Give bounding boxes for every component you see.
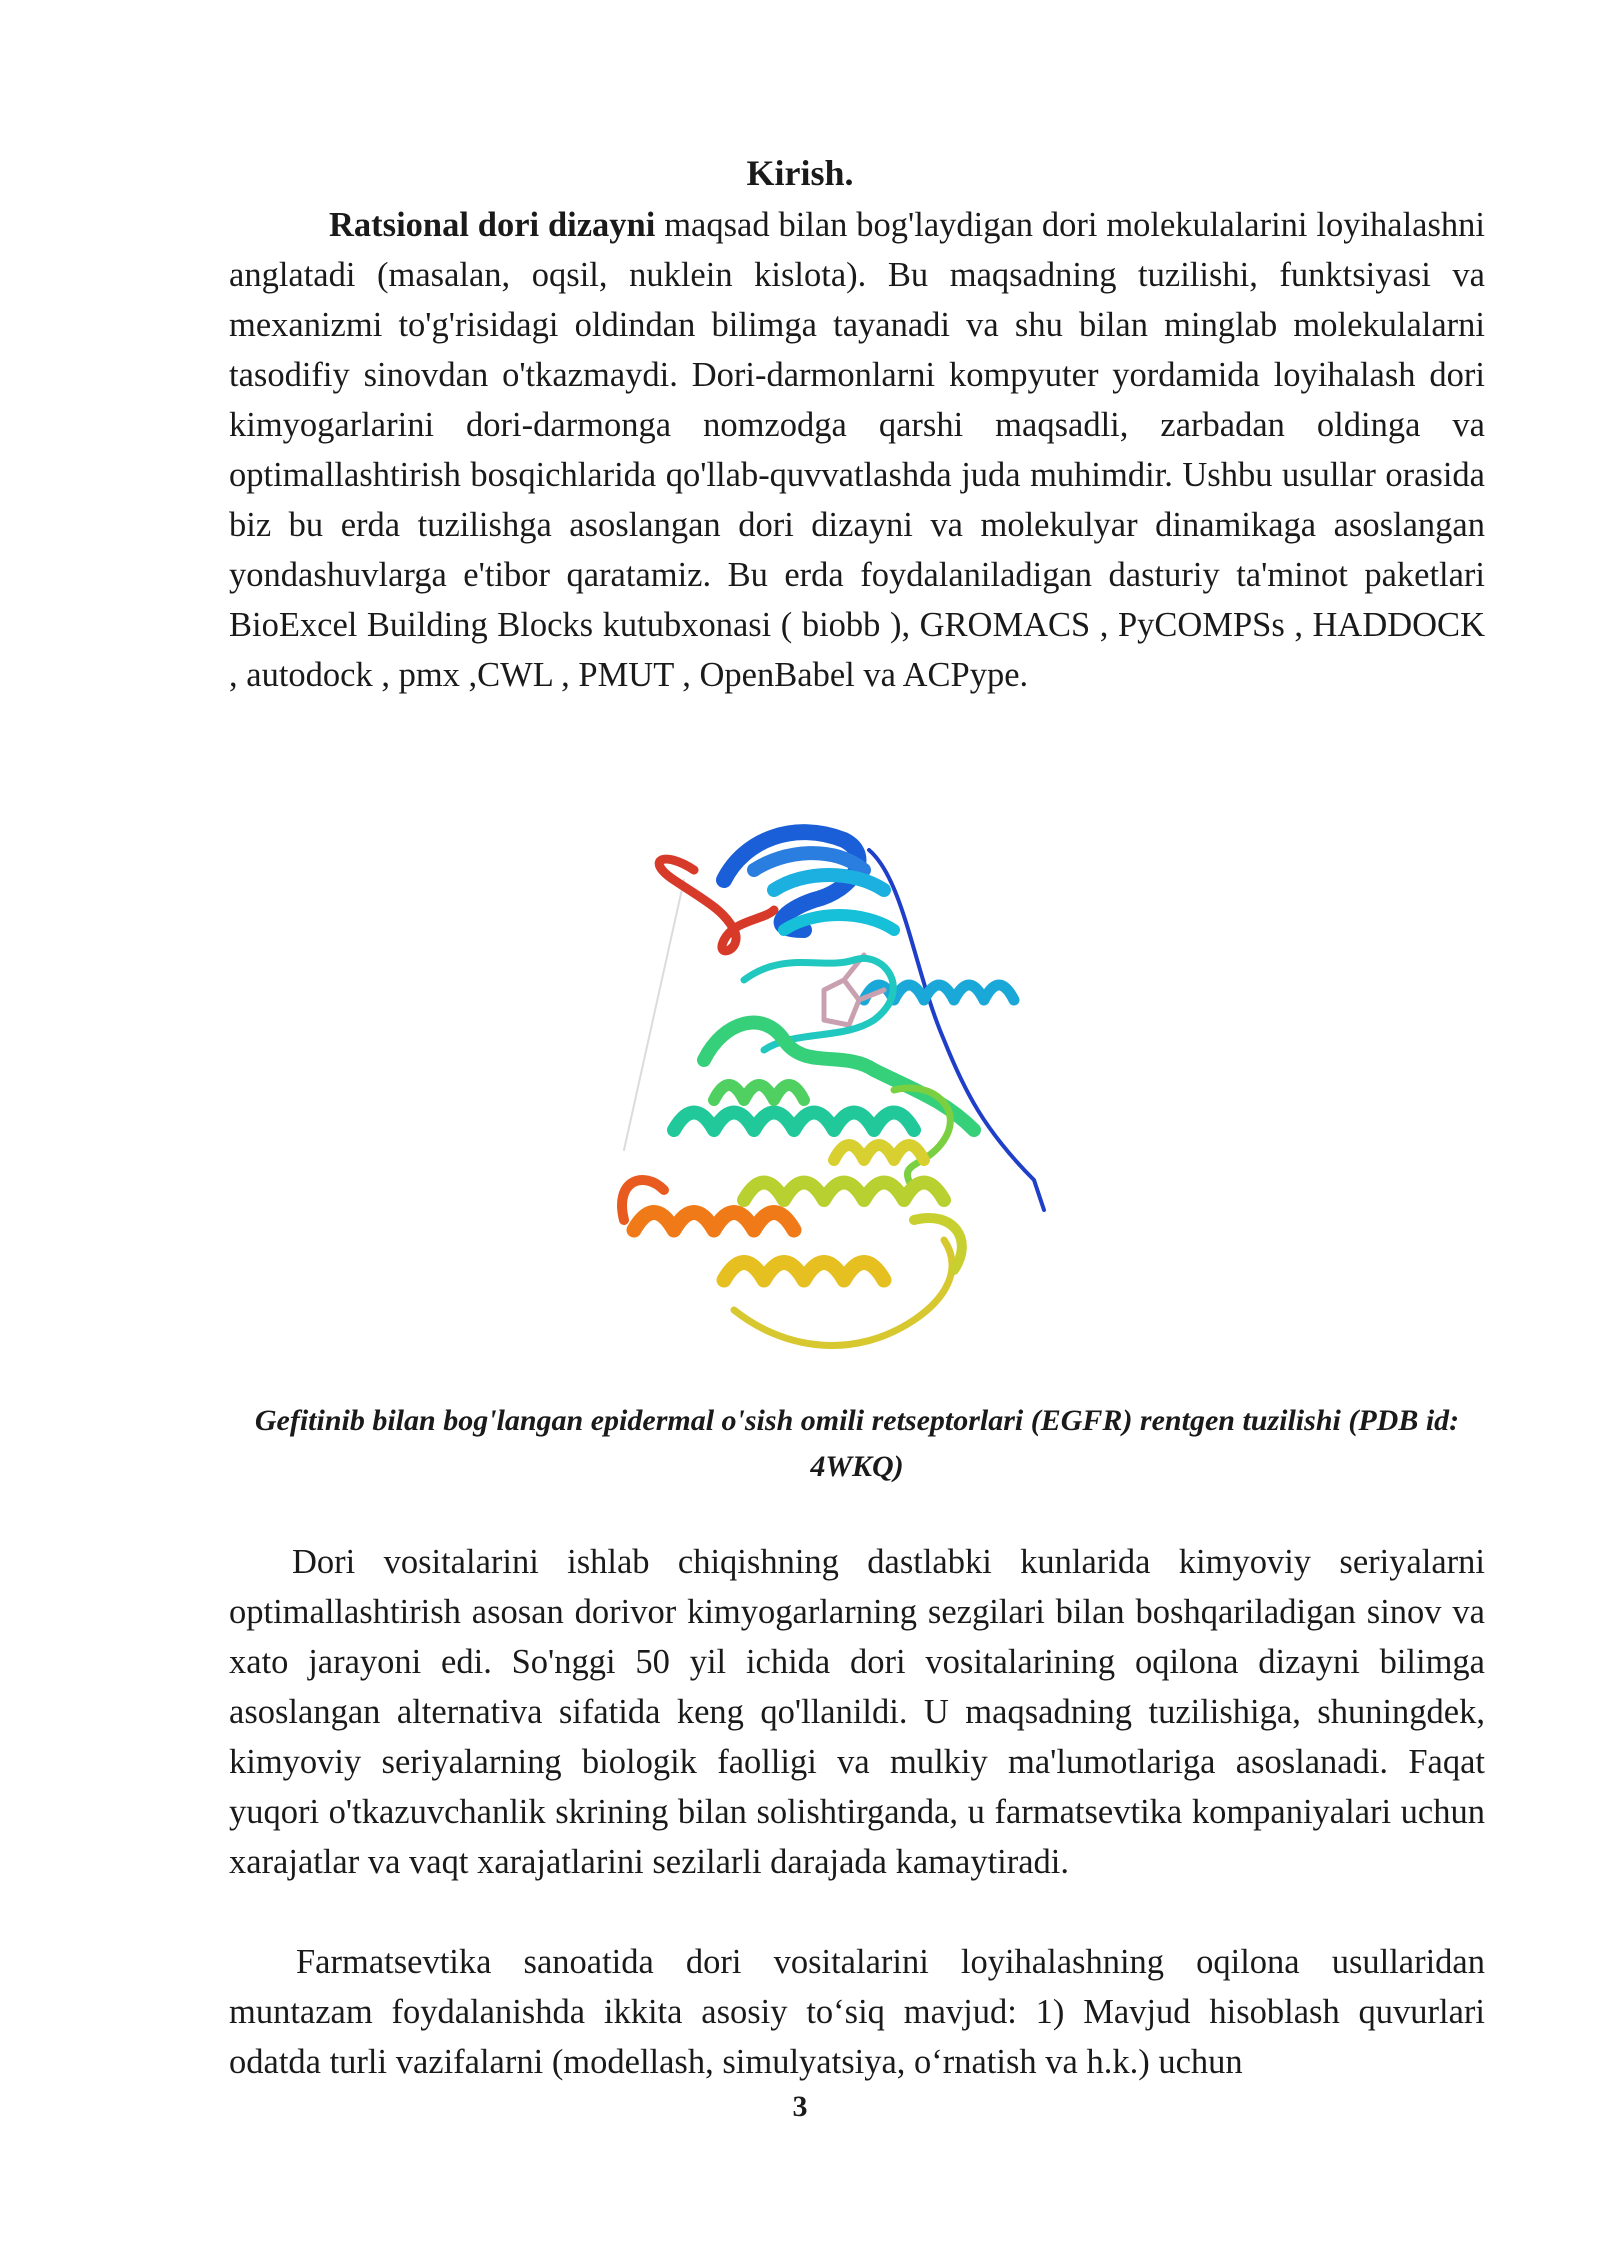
intro-section <box>229 200 1485 700</box>
protein-structure-image <box>614 800 1104 1400</box>
figure-caption: Gefitinib bilan bog'langan epidermal o'sish omili retseptorlari (EGFR) rentgen tuzilishi (PDB id: 4WKQ) <box>254 1404 1460 1483</box>
paragraph-text: Farmatsevtika sanoatida dori vositalarini loyihalashning oqilona usullaridan muntazam foydalanishda ikkita asosiy to‘siq mavjud: 1) Mavjud hisoblash quvurlari odatda turli vazifalarni (modellash, simulyatsiya, o‘rnatish va h.k.) uchun <box>229 1943 1485 2081</box>
intro-paragraph <box>229 200 1485 700</box>
page-title: Kirish. <box>746 153 854 193</box>
body-paragraph-1 <box>229 1537 1485 1887</box>
body-paragraph-2 <box>229 1937 1485 2087</box>
intro-text: maqsad bilan bog'laydigan dori molekulalarini loyihalashni anglatadi (masalan, oqsil, nuklein kislota). Bu maqsadning tuzilishi, funktsiyasi va mexanizmi to'g'risidagi oldindan bilimga tayanadi va shu bilan minglab molekulalarni tasodifiy sinovdan o'tkazmaydi. Dori-darmonlarni kompyuter yordamida loyihalash dori kimyogarlarini dori-darmonga nomzodga qarshi maqsadli, zarbadan oldinga va optimallashtirish bosqichlarida qo'llab-quvvatlashda juda muhimdir. Ushbu usullar orasida biz bu erda tuzilishga asoslangan dori dizayni va molekulyar dinamikaga asoslangan yondashuvlarga e'tibor qaratamiz. Bu erda foydalaniladigan dasturiy ta'minot paketlari BioExcel Building Blocks kutubxonasi ( biobb ), GROMACS , PyCOMPSs , HADDOCK , autodock , pmx ,CWL , PMUT , OpenBabel va ACPype. <box>229 206 1485 694</box>
page-number: 3 <box>792 2090 808 2123</box>
intro-term: Ratsional dori dizayni <box>329 206 656 244</box>
paragraph-text: Dori vositalarini ishlab chiqishning dastlabki kunlarida kimyoviy seriyalarni optimallashtirish asosan dorivor kimyogarlarning sezgilari bilan boshqariladigan sinov va xato jarayoni edi. So'nggi 50 yil ichida dori vositalarining oqilona dizayni bilimga asoslangan alternativa sifatida keng qo'llanildi. U maqsadning tuzilishiga, shuningdek, kimyoviy seriyalarning biologik faolligi va mulkiy ma'lumotlariga asoslanadi. Faqat yuqori o'tkazuvchanlik skrining bilan solishtirganda, u farmatsevtika kompaniyalari uchun xarajatlar va vaqt xarajatlarini sezilarli darajada kamaytiradi. <box>229 1543 1485 1881</box>
